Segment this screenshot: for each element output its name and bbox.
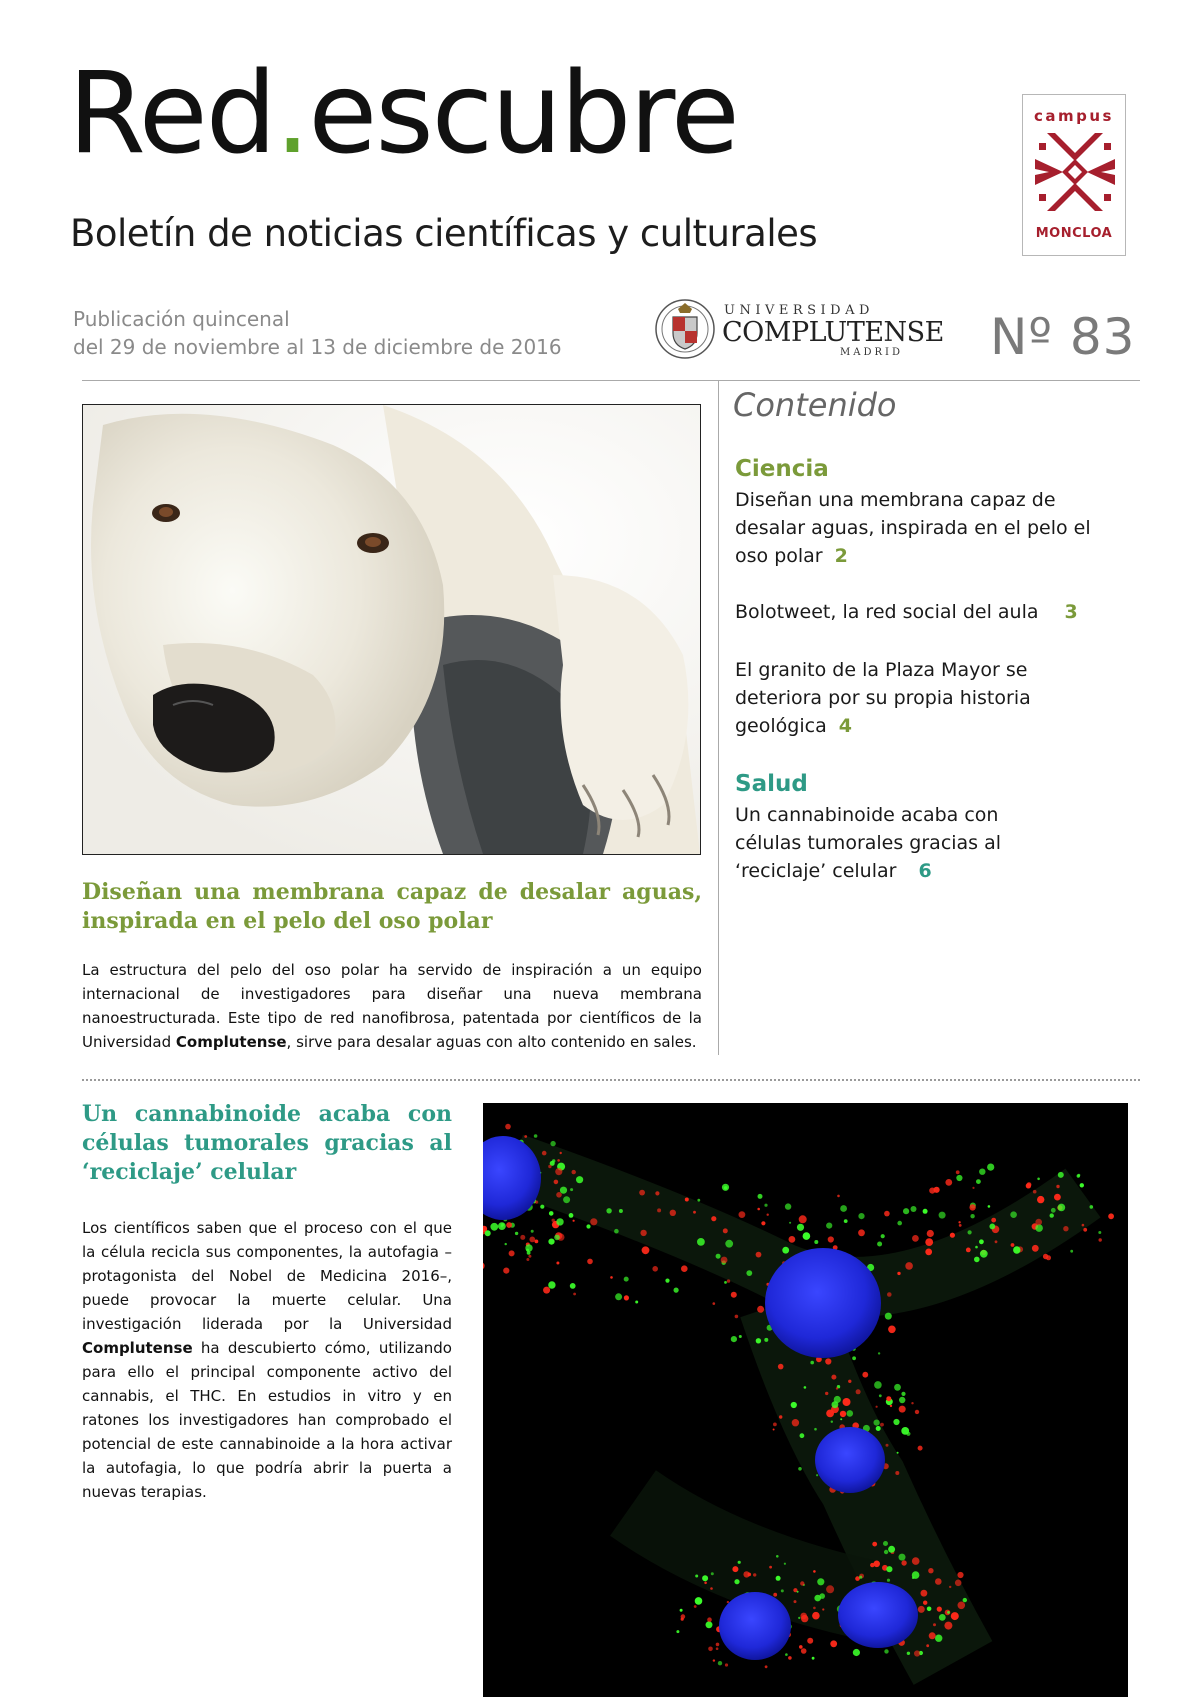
campus-emblem-icon [1033,129,1117,215]
section-separator [82,1079,1140,1081]
publication-info [73,305,562,361]
brand-dot: . [274,49,309,179]
newsletter-subtitle: Boletín de noticias científicas y culturales [70,212,818,255]
campus-moncloa-logo [1022,94,1126,256]
contents-title: Contenido [733,386,897,424]
publication-dates: del 29 de noviembre al 13 de diciembre de 2016 [73,335,562,359]
feature-headline: Diseñan una membrana capaz de desalar aguas, inspirada en el pelo del oso polar [82,879,702,934]
toc-item-page: 4 [838,715,852,737]
issue-number: Nº 83 [990,308,1136,366]
campus-logo-bottom: MONCLOA [1035,226,1113,241]
section-ciencia: Ciencia [735,456,829,482]
toc-item-text: Diseñan una membrana capaz de desalar aguas, inspirada en el pelo el oso polar [735,489,1091,567]
campus-logo-top: campus [1034,107,1114,125]
ucm-logo [654,295,944,363]
brand-part2: escubre [308,49,738,179]
toc-item-text: Bolotweet, la red social del aula [735,601,1039,623]
second-body-start: Los científicos saben que el proceso con el que la célula recicla sus componentes, la autofagia –protagonista del Nobel de Medicina 2016–, puede provocar la muerte celular. Una investigación liderada por la Universidad [82,1219,452,1333]
second-headline: Un cannabinoide acaba con células tumorales gracias al ‘reciclaje’ celular [82,1101,452,1185]
brand-part1: Red [68,49,275,179]
toc-item-bolotweet[interactable] [735,598,1115,626]
feature-body-end: , sirve para desalar aguas con alto contenido en sales. [286,1033,697,1051]
toc-item-page: 3 [1064,601,1078,623]
publication-frequency: Publicación quincenal [73,307,290,331]
ucm-logo-line1: UNIVERSIDAD [724,303,874,318]
newsletter-brand [68,49,738,179]
second-body [82,1216,452,1504]
header-divider [82,380,1140,381]
toc-item-page: 2 [834,545,848,567]
second-body-end: ha descubierto cómo, utilizando para ello el principal componente activo del cannabis, el THC. En estudios in vitro y en ratones los investigadores han comprobado el potencial de este cannabinoide a la hora activar la autofagia, lo que podría abrir la puerta a nuevas terapias. [82,1339,452,1501]
second-body-bold: Complutense [82,1339,193,1357]
toc-item-cannabinoide[interactable] [735,801,1035,885]
toc-item-text: Un cannabinoide acaba con células tumorales gracias al ‘reciclaje’ celular [735,804,1002,882]
toc-item-membrana[interactable] [735,486,1115,570]
ucm-seal-icon [654,295,716,363]
ucm-logo-line2: COMPLUTENSE [722,317,944,348]
toc-item-granito[interactable] [735,656,1115,740]
toc-item-text: El granito de la Plaza Mayor se deteriora por su propia historia geológica [735,659,1031,737]
feature-body [82,958,702,1054]
ucm-logo-line3: MADRID [840,347,903,358]
feature-body-bold: Complutense [175,1033,287,1051]
polar-bear-photo [82,404,701,855]
cell-microscopy-photo [483,1103,1128,1697]
feature-body-start: La estructura del pelo del oso polar ha servido de inspiración a un equipo internacional de investigadores para diseñar una nueva membrana nanoestructurada. Este tipo de red nanofibrosa, patentada por científicos de la Universidad [82,961,702,1051]
column-divider [718,380,719,1055]
section-salud: Salud [735,771,808,797]
toc-item-page: 6 [918,860,932,882]
